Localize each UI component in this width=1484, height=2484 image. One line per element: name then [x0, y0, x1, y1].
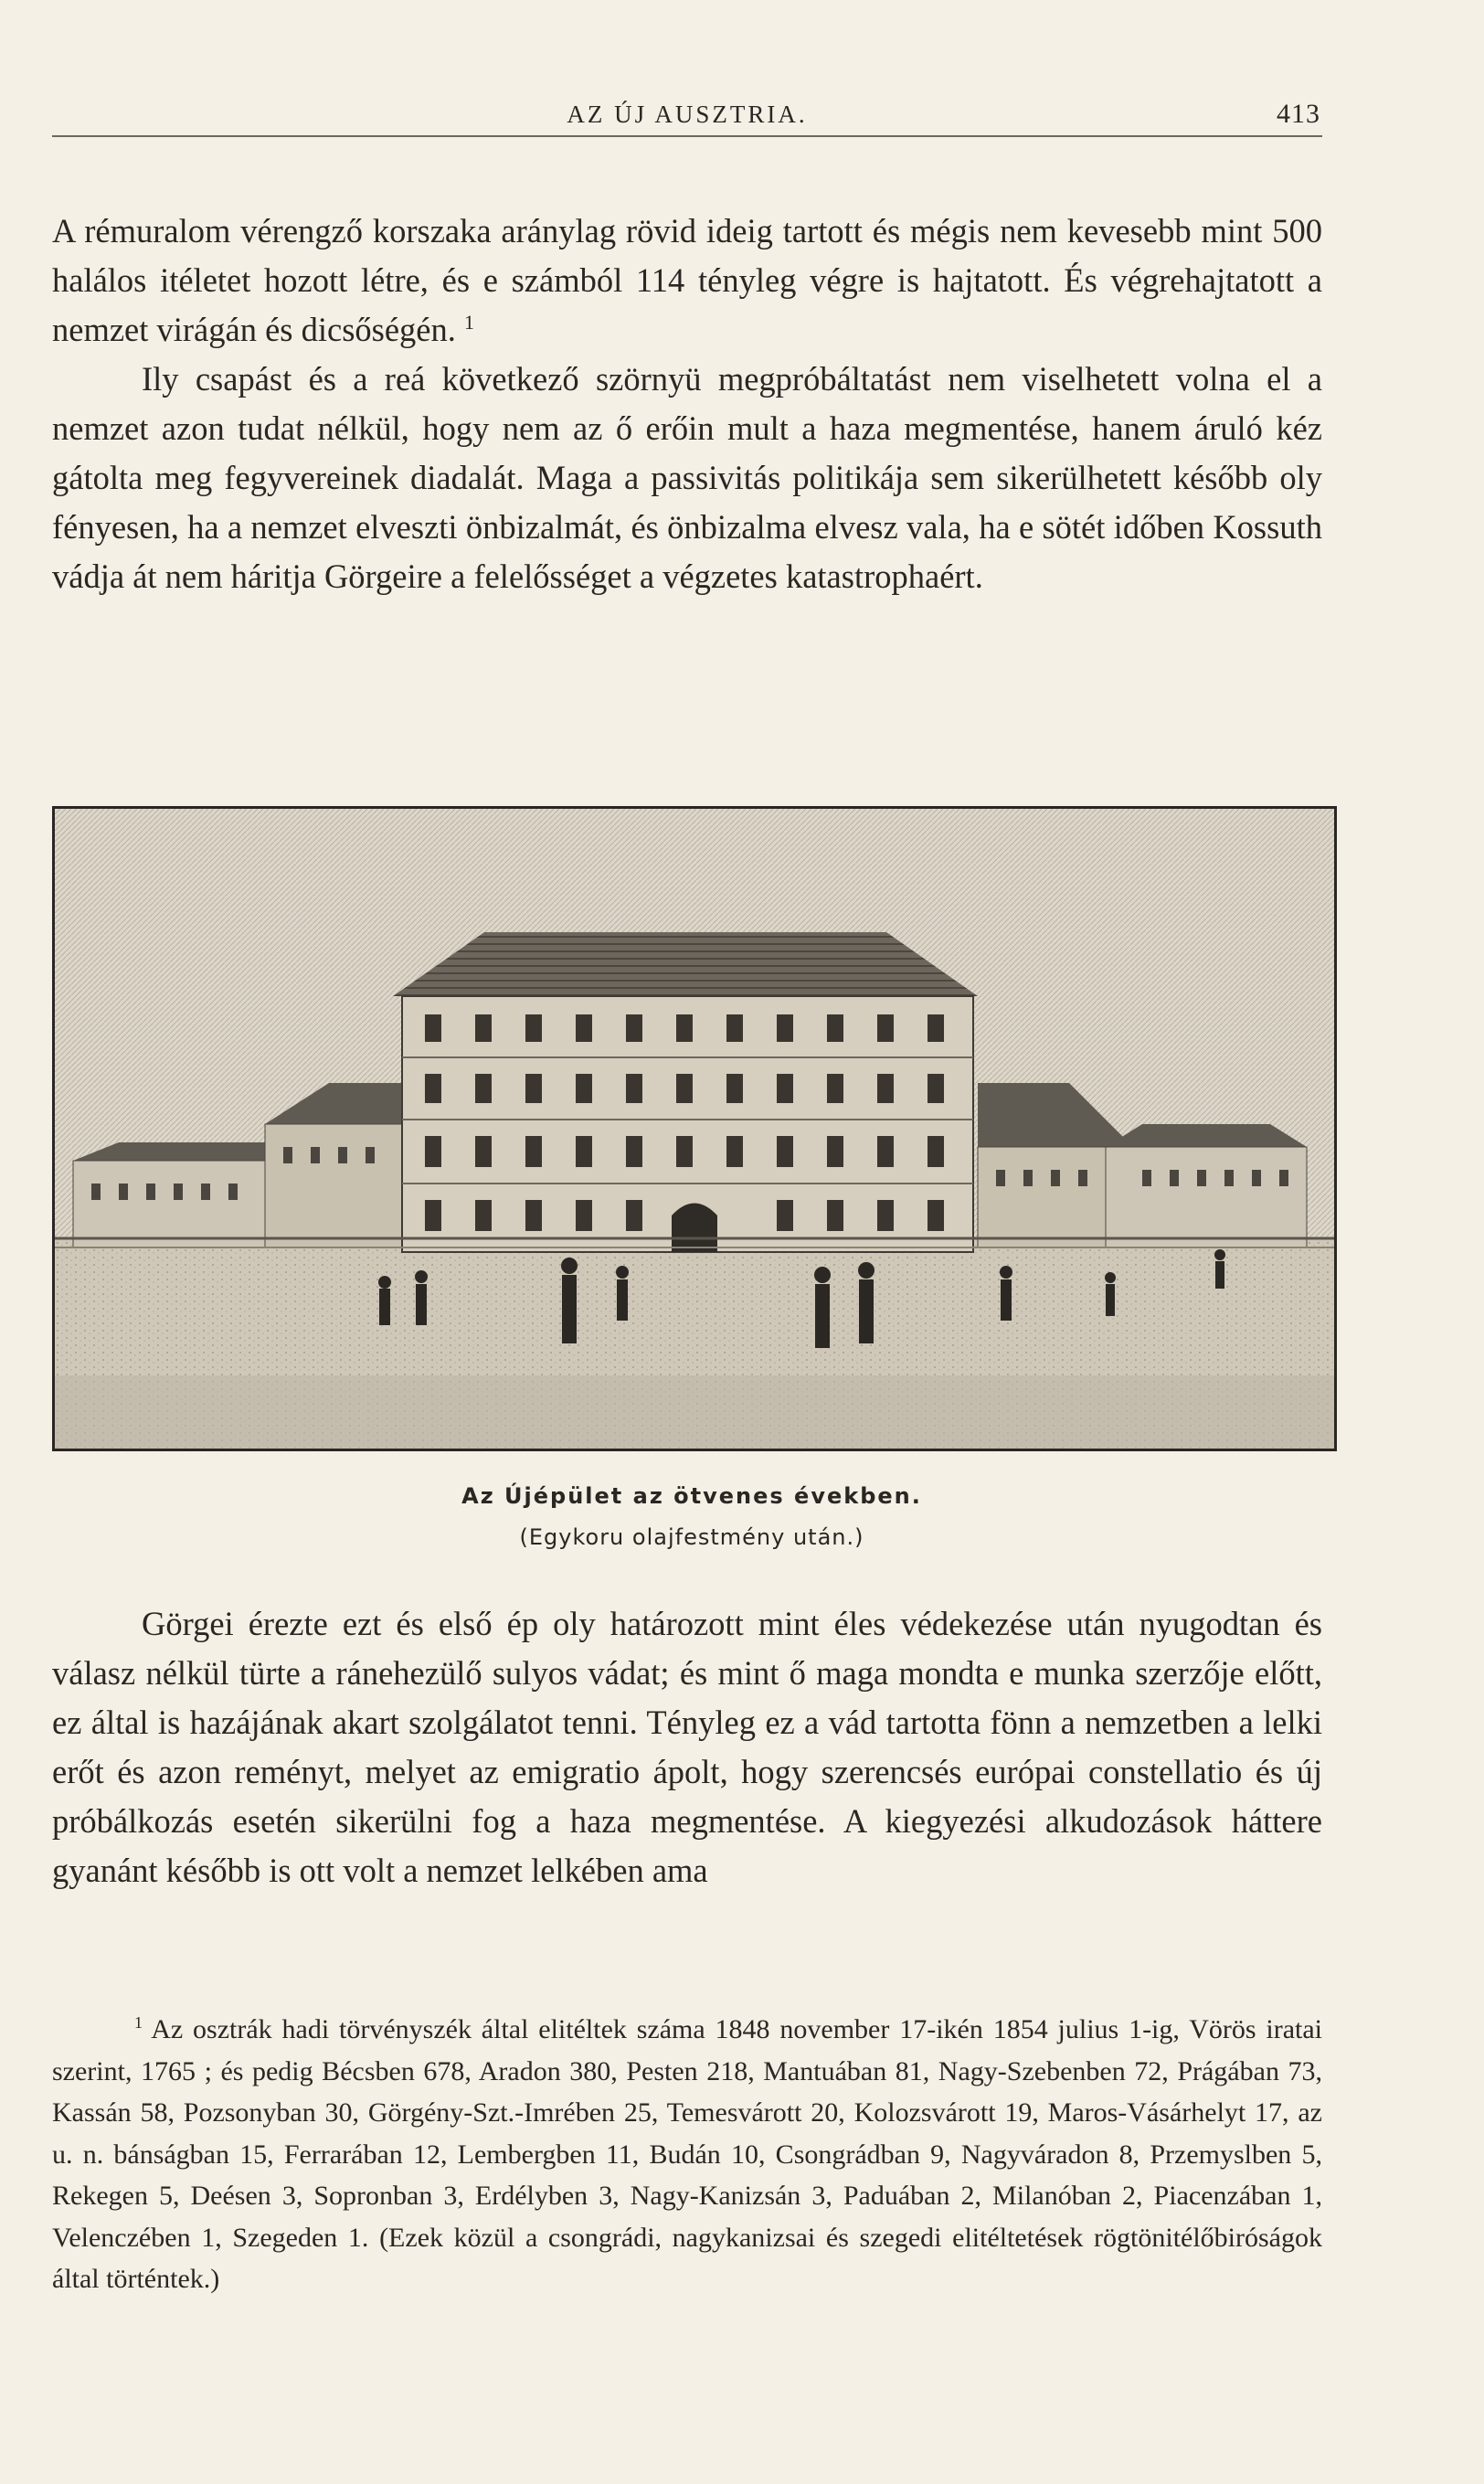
paragraph-2: Ily csapást és a reá következő szörnyü megpróbáltatást nem viselhetett volna el a nemzet azon tudat nélkül, hogy nem az ő erőin mult a haza megmentése, hanem áruló kéz gátolta meg fegyvereinek diadalát. Maga a passivitás politikája sem sikerülhetett később oly fényesen, ha a nemzet elveszti önbizalmát, és önbizalma elvesz vala, ha e sötét időben Kossuth vádja át nem háritja Görgeire a felelősséget a végzetes katastrophaért.: [52, 360, 1322, 595]
figure-caption: Az Újépület az ötvenes években.: [461, 1483, 922, 1509]
upper-text-block: [52, 207, 1322, 601]
main-building: [393, 932, 978, 1252]
figure-painting: [52, 806, 1337, 1451]
footnote: [52, 2009, 1322, 2300]
footnote-text: Az osztrák hadi törvényszék által elitéltek száma 1848 november 17-ikén 1854 julius 1-ig, Vörös iratai szerint, 1765 ; és pedig Bécsben 678, Aradon 380, Pesten 218, Mantuában 81, Nagy-Szebenben 72, Prágában 73, Kassán 58, Pozsonyban 30, Görgény-Szt.-Imrében 25, Temesvárott 20, Kolozsvárott 19, Maros-Vásárhelyt 17, az u. n. bánságban 15, Ferrarában 12, Lembergben 11, Budán 10, Csongrádban 9, Nagyváradon 8, Przemyslben 5, Rekegen 5, Deésen 3, Sopronban 3, Erdélyben 3, Nagy-Kanizsán 3, Paduában 2, Milanóban 2, Piacenzában 1, Velenczében 1, Szegeden 1. (Ezek közül a csongrádi, nagykanizsai és szegedi elitéltetések rögtönitélőbiróságok által történtek.): [52, 2014, 1322, 2294]
footnote-paragraph: [52, 2009, 1322, 2300]
lower-text-block: [52, 1599, 1322, 1895]
footnote-reference: 1: [464, 310, 474, 334]
running-header: [52, 99, 1322, 137]
paragraph-3: Görgei érezte ezt és első ép oly határozott mint éles védekezése után nyugodtan és válasz nélkül türte a ránehezülő sulyos vádat; és mint ő maga mondta e munka szerzője előtt, ez által is hazájának akart szolgálatot tenni. Tényleg ez a vád tartotta fönn a nemzetben a lelki erőt és azon reményt, melyet az emigratio ápolt, hogy szerencsés európai constellatio és új próbálkozás esetén sikerülni fog a haza megmentése. A kiegyezési alkudozások háttere gyanánt később is ott volt a nemzet lelkében ama: [52, 1605, 1322, 1889]
paragraph-1-text: A rémuralom vérengző korszaka aránylag rövid ideig tartott és mégis nem kevesebb mint 500 halálos itéletet hozott létre, és e számból 114 tényleg végre is hajtatott. És végrehajtatott a nemzet virágán és dicsőségén.: [52, 212, 1322, 348]
paragraph-1: [52, 207, 1322, 355]
building-illustration: [55, 809, 1334, 1449]
footnote-marker: 1: [134, 2013, 143, 2032]
page-number: 413: [1277, 99, 1320, 129]
figure-subcaption: (Egykoru olajfestmény után.): [519, 1524, 864, 1550]
running-title: AZ ÚJ AUSZTRIA.: [567, 101, 808, 128]
